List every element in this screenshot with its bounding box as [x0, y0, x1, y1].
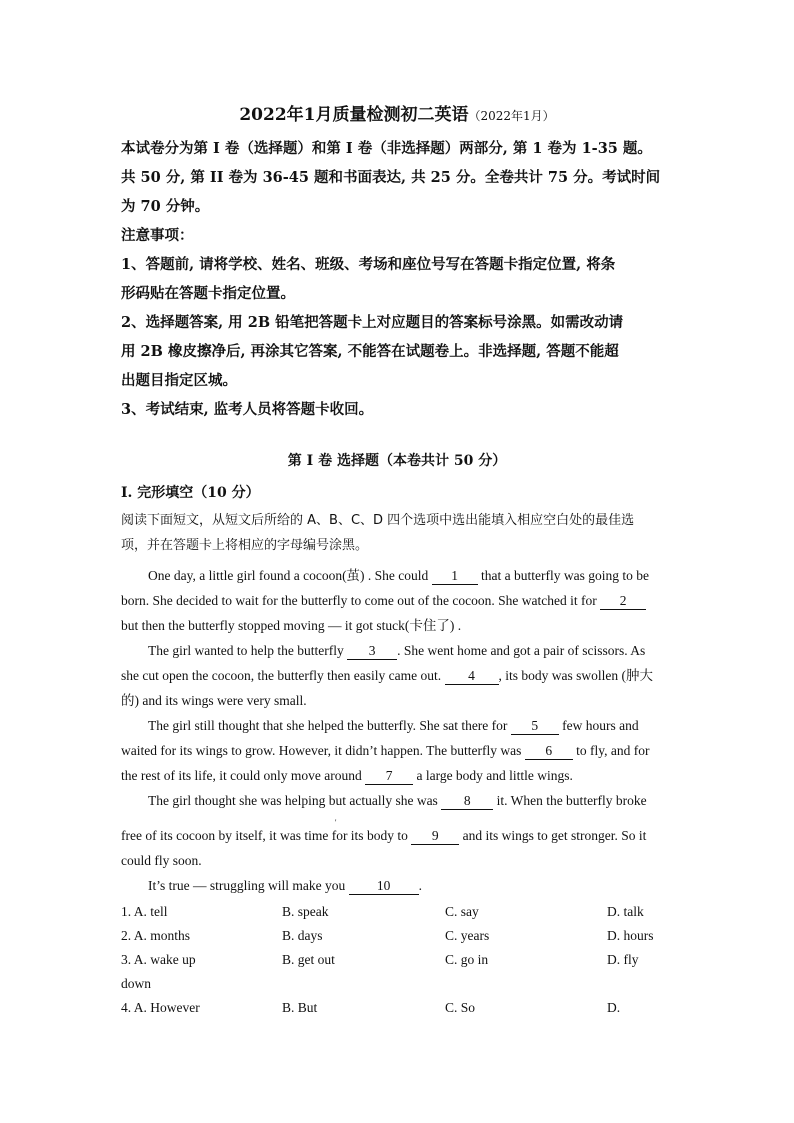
- option-c: C. say: [445, 904, 479, 919]
- blank-4: 4: [445, 668, 499, 685]
- passage-text: The girl still thought that she helped the butterfly. She sat there for: [148, 718, 511, 733]
- intro-line: 为 70 分钟。: [121, 198, 210, 215]
- passage-line: [121, 763, 677, 788]
- option-row: [121, 928, 677, 952]
- passage-text: waited for its wings to grow. However, it didn’t happen. The butterfly was: [121, 743, 525, 758]
- notice-line: 用 2B 橡皮擦净后, 再涂其它答案, 不能答在试题卷上。非选择题, 答题不能超: [121, 343, 619, 360]
- option-a: down: [121, 976, 151, 991]
- passage-text: the rest of its life, it could only move around: [121, 768, 366, 783]
- passage-text: a large body and little wings.: [413, 768, 573, 783]
- passage-line: 的) and its wings were very small.: [121, 693, 307, 708]
- title-date: （2022年1月）: [468, 109, 555, 123]
- option-row: [121, 952, 677, 976]
- cloze-passage: [121, 563, 677, 898]
- passage-text: The girl wanted to help the butterfly: [148, 643, 348, 658]
- passage-text: few hours and: [558, 718, 639, 733]
- passage-text: .: [418, 878, 422, 893]
- option-d: D. hours: [607, 928, 654, 943]
- notice-heading: 注意事项：: [121, 227, 194, 244]
- blank-7: 7: [365, 768, 413, 785]
- notice-line: 2、选择题答案, 用 2B 铅笔把答题卡上对应题目的答案标号涂黑。如需改动请: [121, 314, 624, 331]
- direction-line: 项，并在答题卡上将相应的字母编号涂黑。: [121, 538, 369, 553]
- passage-text: The girl thought she was helping but actually she was: [148, 793, 442, 808]
- passage-text: born. She decided to wait for the butterfly to come out of the cocoon. She watched it for: [121, 593, 601, 608]
- passage-line: [121, 738, 677, 763]
- passage-text: it. When the butterfly broke: [493, 793, 647, 808]
- notice-line: 出题目指定区城。: [121, 372, 237, 389]
- notice-line: 1、答题前, 请将学校、姓名、班级、考场和座位号写在答题卡指定位置, 将条: [121, 256, 616, 273]
- passage-line: [121, 713, 677, 738]
- passage-line: [121, 788, 677, 813]
- passage-line: [121, 873, 677, 898]
- passage-text: . She went home and got a pair of scissors. As: [397, 643, 646, 658]
- option-a: 1. A. tell: [121, 904, 168, 919]
- option-b: B. get out: [282, 952, 335, 967]
- passage-line: [121, 638, 677, 663]
- blank-6: 6: [525, 743, 573, 760]
- passage-text: she cut open the cocoon, the butterfly then easily came out.: [121, 668, 445, 683]
- passage-text: free of its cocoon by itself, it was time for its body to: [121, 828, 412, 843]
- option-b: B. speak: [282, 904, 329, 919]
- passage-line: [121, 588, 677, 613]
- option-c: C. years: [445, 928, 490, 943]
- option-d: D.: [607, 1000, 621, 1015]
- option-row: [121, 904, 677, 928]
- option-b: B. days: [282, 928, 323, 943]
- directions: [121, 508, 677, 558]
- intro-line: 本试卷分为第 I 卷（选择题）和第 I 卷（非选择题）两部分, 第 1 卷为 1-35 题。: [121, 140, 652, 157]
- option-row: [121, 976, 677, 1000]
- passage-line: [121, 823, 677, 848]
- passage-text: , its body was swollen (肿大: [498, 668, 654, 683]
- exam-intro: [121, 134, 677, 424]
- option-c: C. So: [445, 1000, 476, 1015]
- passage-text: It’s true — struggling will make you: [148, 878, 349, 893]
- passage-line: [121, 663, 677, 688]
- blank-1: 1: [432, 568, 478, 585]
- passage-text: and its wings to get stronger. So it: [459, 828, 647, 843]
- option-c: C. go in: [445, 952, 489, 967]
- passage-text: that a butterfly was going to be: [477, 568, 650, 583]
- passage-line: could fly soon.: [121, 853, 202, 868]
- passage-text: One day, a little girl found a cocoon(茧) . She could: [148, 568, 432, 583]
- blank-9: 9: [411, 828, 459, 845]
- option-b: B. But: [282, 1000, 318, 1015]
- passage-line: but then the butterfly stopped moving — it got stuck(卡住了) .: [121, 618, 462, 633]
- blank-10: 10: [349, 878, 419, 895]
- intro-line: 共 50 分, 第 II 卷为 36-45 题和书面表达, 共 25 分。全卷共计 75 分。考试时间: [121, 169, 661, 186]
- passage-text: to fly, and for: [572, 743, 650, 758]
- blank-3: 3: [347, 643, 397, 660]
- option-d: D. talk: [607, 904, 644, 919]
- blank-8: 8: [441, 793, 493, 810]
- direction-line: 阅读下面短文，从短文后所给的 A、B、C、D 四个选项中选出能填入相应空白处的最佳选: [121, 513, 635, 528]
- option-d: D. fly: [607, 952, 639, 967]
- page-title: [0, 100, 794, 125]
- passage-line: [121, 563, 677, 588]
- part-heading: I. 完形填空（10 分）: [121, 485, 260, 501]
- option-a: 4. A. However: [121, 1000, 200, 1015]
- notice-line: 3、考试结束, 监考人员将答题卡收回。: [121, 401, 374, 418]
- option-a: 2. A. months: [121, 928, 191, 943]
- section-heading: 第 I 卷 选择题（本卷共计 50 分）: [287, 453, 507, 469]
- answer-options: [121, 904, 677, 1024]
- option-a: 3. A. wake up: [121, 952, 196, 967]
- notice-line: 形码贴在答题卡指定位置。: [121, 285, 295, 302]
- stray-mark: ': [335, 818, 337, 827]
- blank-5: 5: [511, 718, 559, 735]
- title-main: 2022年1月质量检测初二英语: [239, 105, 469, 125]
- option-row: [121, 1000, 677, 1024]
- blank-2: 2: [600, 593, 646, 610]
